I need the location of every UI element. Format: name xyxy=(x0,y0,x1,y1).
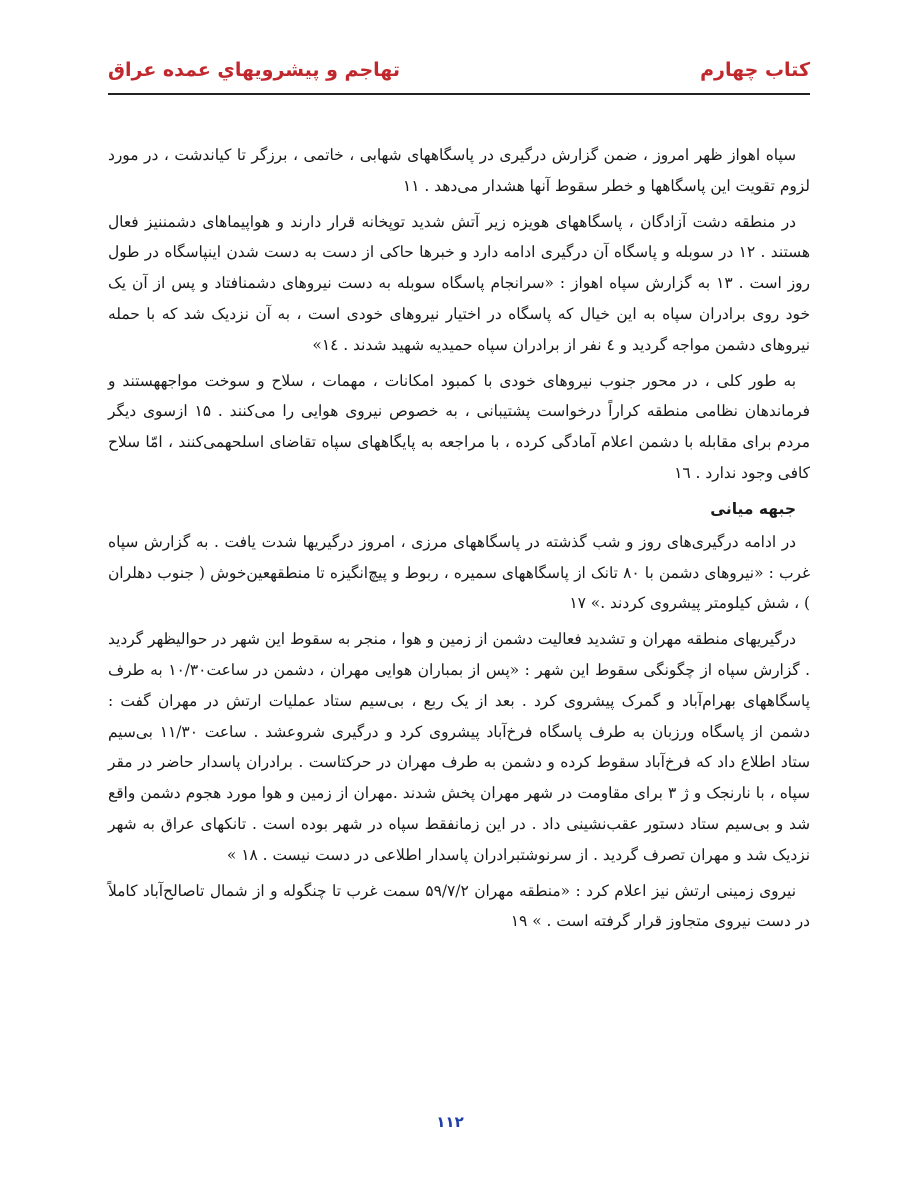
paragraph: درگیریهای منطقه مهران و تشدید فعالیت دشمن از زمین و هوا ، منجر به سقوط این شهر در حوالیظهر گردید . گزارش سپاه از چگونگی سقوط این شهر : «پس از بمباران هوایی مهران ، دشمن در ساعت۱۰/۳۰ به طرف پاسگاههای بهرام‌آباد و گمرک پیشروی کرد . بعد از یک ربع ، بی‌سیم ستاد عملیات ارتش در مهران گفت : دشمن از پاسگاه ورزبان به طرف پاسگاه فرخ‌آباد پیشروی کرد و درگیری شروعشد . ساعت ۱۱/۳۰ بی‌سیم ستاد اطلاع داد که فرخ‌آباد سقوط کرده و دشمن به طرف مهران در حرکتاست . برادران پاسدار حاضر در مقر سپاه ، با نارنجک و ژ ۳ برای مقاومت در شهر مهران پخش شدند .مهران از زمین و هوا مورد هجوم دشمن واقع شد و بی‌سیم ستاد دستور عقب‌نشینی داد . در این زمانفقط سپاه در شهر بوده است . تانکهای عراق به شهر نزدیک شد و مهران تصرف گردید . از سرنوشتبرادران پاسدار اطلاعی در دست نیست . ۱۸ » xyxy=(108,630,811,864)
paragraph: نیروی زمینی ارتش نیز اعلام کرد : «منطقه مهران ۵۹/۷/۲ سمت غرب تا چنگوله و از شمال تاصالح‌آباد کاملاً در دست نیروی متجاوز قرار گرفته است . » ۱۹ xyxy=(108,881,810,931)
book-title: کتاب چهارم xyxy=(700,59,810,81)
paragraph: سپاه اهواز ظهر امروز ، ضمن گزارش درگیری در پاسگاههای شهابی ، خاتمی ، برزگر تا کیاندشت ، در مورد لزوم تقویت این پاسگاهها و خطر سقوط آنها هشدار می‌دهد . ۱۱ xyxy=(108,146,810,195)
paragraph: در منطقه دشت آزادگان ، پاسگاههای هویزه زیر آتش شدید توپخانه قرار دارند و هواپیماهای دشمننیز فعال هستند . ۱۲ در سوبله و پاسگاه آن درگیری ادامه دارد و خبرها حاکی از دست به دست شدن اینپاسگاه در طول روز است . ۱۳ به گزارش سپاه اهواز : «سرانجام پاسگاه سوبله به دست نیروهای دشمنافتاد و پس از آن یک خود روی برادران سپاه به این خیال که پاسگاه در اختیار نیروهای خودی است ، به آن نزدیک شد که با حمله نیروهای دشمن مواجه گردید و ٤ نفر از برادران سپاه حمیدیه شهید شدند . ۱٤» xyxy=(108,212,810,354)
paragraph: در ادامه درگیری‌های روز و شب گذشته در پاسگاههای مرزی ، امروز درگیریها شدت یافت . به گزارش سپاه غرب : «نیروهای دشمن با ۸۰ تانک از پاسگاههای سمیره ، ربوط و پیچ‌انگیزه تا منطقهعین‌خوش ( جنوب دهلران ) ، شش کیلومتر پیشروی کردند .» ۱۷ xyxy=(108,532,810,613)
paragraph: به طور کلی ، در محور جنوب نیروهای خودی با کمبود امکانات ، مهمات ، سلاح و سوخت مواجههستند و فرماندهان نظامی منطقه کراراً درخواست پشتیبانی ، به خصوص نیروی هوایی را می‌کنند . ۱۵ ازسوی دیگر مردم برای مقابله با دشمن اعلام آمادگی کرده ، با مراجعه به پایگاههای سپاه تقاضای اسلحهمی‌کنند ، امّا سلاح کافی وجود ندارد . ۱٦ xyxy=(108,371,810,482)
running-header xyxy=(108,55,810,95)
body-text xyxy=(108,140,810,942)
page-number: ۱۱۲ xyxy=(436,1113,464,1131)
section-heading: جبهه میانی xyxy=(710,499,796,518)
section-title: تهاجم و پیشرویهاي عمده عراق xyxy=(108,59,400,81)
